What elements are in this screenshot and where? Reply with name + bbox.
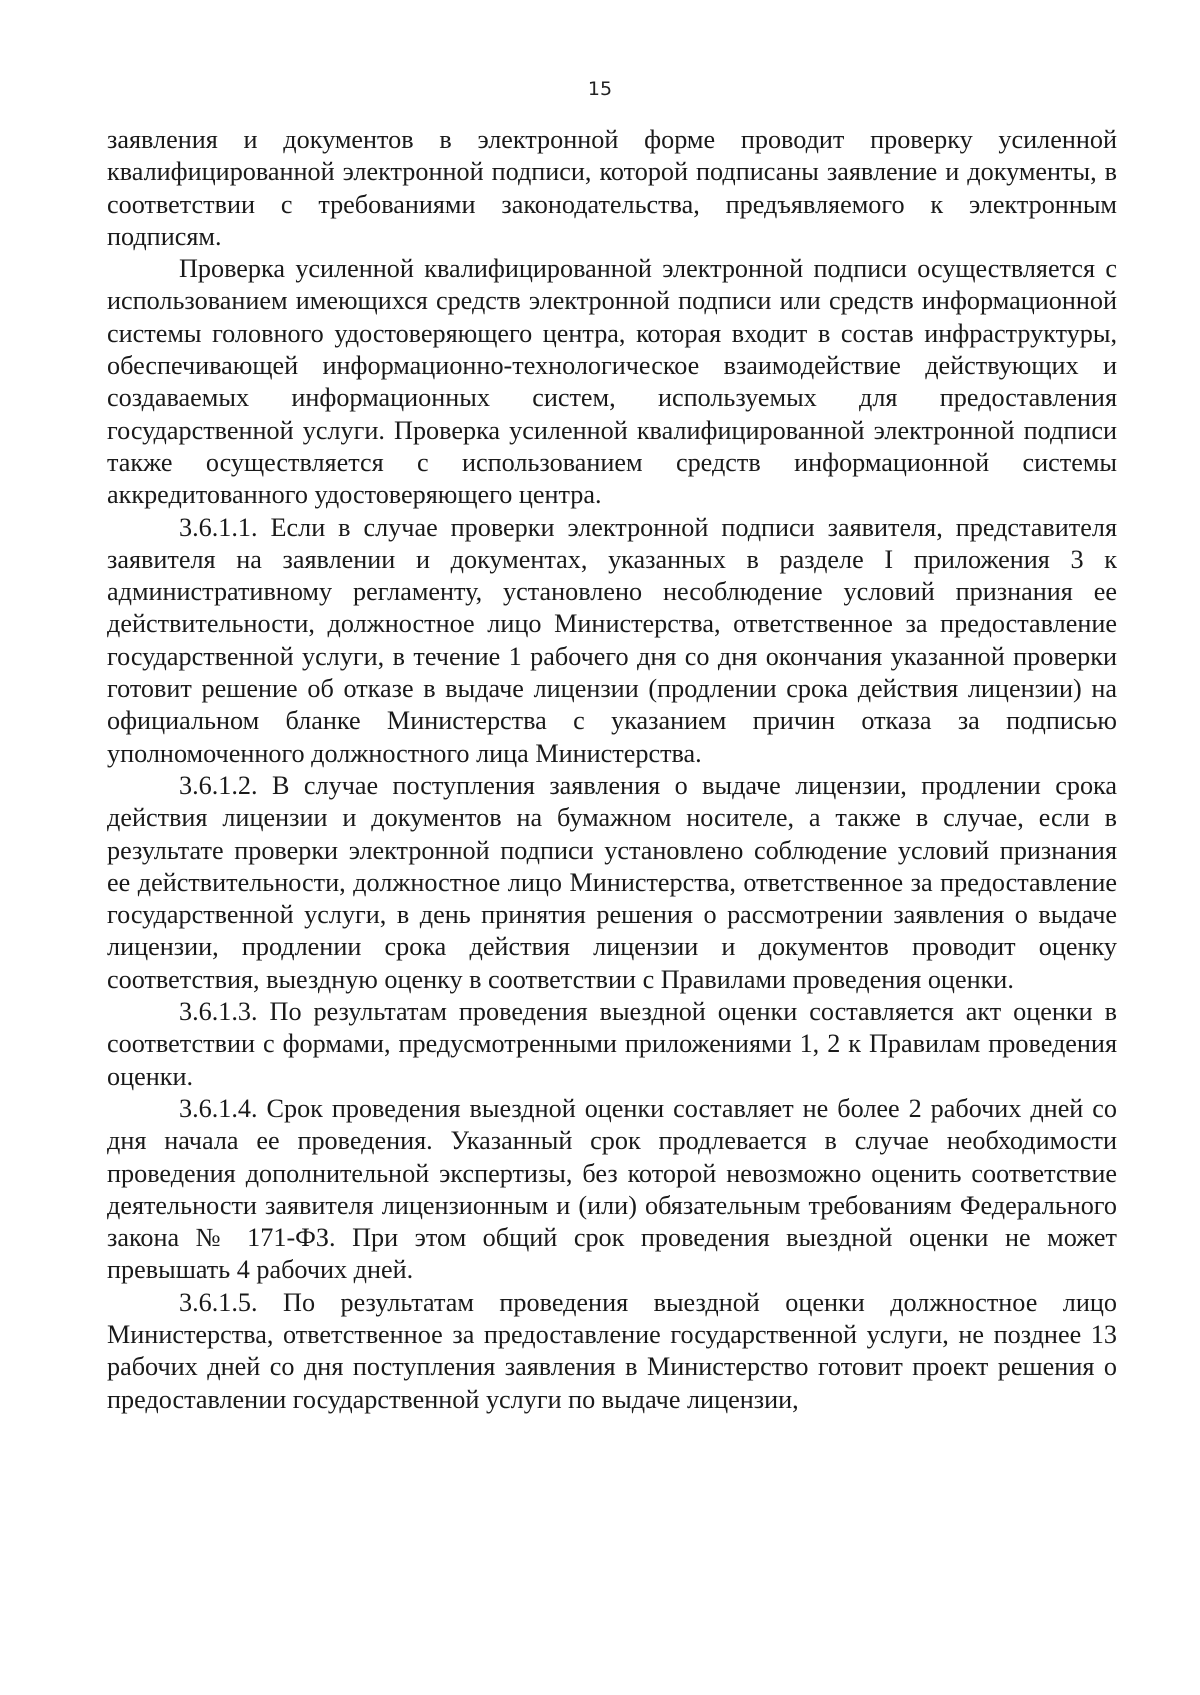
page-number: 15 bbox=[587, 78, 613, 100]
paragraph-3-6-1-1: 3.6.1.1. Если в случае проверки электронной подписи заявителя, представителя заявителя на заявлении и документах, указанных в разделе I приложения 3 к административному регламенту, установлено несоблюдение условий признания ее действительности, должностное лицо Министерства, ответственное за предоставление государственной услуги, в течение 1 рабочего дня со дня окончания указанной проверки готовит решение об отказе в выдаче лицензии (продлении срока действия лицензии) на официальном бланке Министерства с указанием причин отказа за подписью уполномоченного должностного лица Министерства. bbox=[107, 512, 1117, 768]
paragraph-3-6-1-3: 3.6.1.3. По результатам проведения выездной оценки составляется акт оценки в соответствии с формами, предусмотренными приложениями 1, 2 к Правилам проведения оценки. bbox=[107, 997, 1117, 1091]
paragraph-3-6-1-5: 3.6.1.5. По результатам проведения выездной оценки должностное лицо Министерства, ответственное за предоставление государственной услуги, не позднее 13 рабочих дней со дня поступления заявления в Министерство готовит проект решения о предоставлении государственной услуги по выдаче лицензии, bbox=[107, 1287, 1117, 1414]
document-body bbox=[107, 124, 1117, 1416]
paragraph-3-6-1-2: 3.6.1.2. В случае поступления заявления о выдаче лицензии, продлении срока действия лицензии и документов на бумажном носителе, а также в случае, если в результате проверки электронной подписи установлено соблюдение условий признания ее действительности, должностное лицо Министерства, ответственное за предоставление государственной услуги, в день принятия решения о рассмотрении заявления о выдаче лицензии, продлении срока действия лицензии и документов проводит оценку соответствия, выездную оценку в соответствии с Правилами проведения оценки. bbox=[107, 770, 1117, 994]
paragraph-continuation: заявления и документов в электронной форме проводит проверку усиленной квалифицированной электронной подписи, которой подписаны заявление и документы, в соответствии с требованиями законодательства, предъявляемого к электронным подписям. bbox=[107, 125, 1117, 251]
paragraph-signature-verification: Проверка усиленной квалифицированной электронной подписи осуществляется с использованием имеющихся средств электронной подписи или средств информационной системы головного удостоверяющего центра, которая входит в состав инфраструктуры, обеспечивающей информационно-технологическое взаимодействие действующих и создаваемых информационных систем, используемых для предоставления государственной услуги. Проверка усиленной квалифицированной электронной подписи также осуществляется с использованием средств информационной системы аккредитованного удостоверяющего центра. bbox=[107, 254, 1117, 510]
paragraph-3-6-1-4: 3.6.1.4. Срок проведения выездной оценки составляет не более 2 рабочих дней со дня начала ее проведения. Указанный срок продлевается в случае необходимости проведения дополнительной экспертизы, без которой невозможно оценить соответствие деятельности заявителя лицензионным и (или) обязательным требованиям Федерального закона № 171-ФЗ. При этом общий срок проведения выездной оценки не может превышать 4 рабочих дней. bbox=[107, 1093, 1117, 1285]
